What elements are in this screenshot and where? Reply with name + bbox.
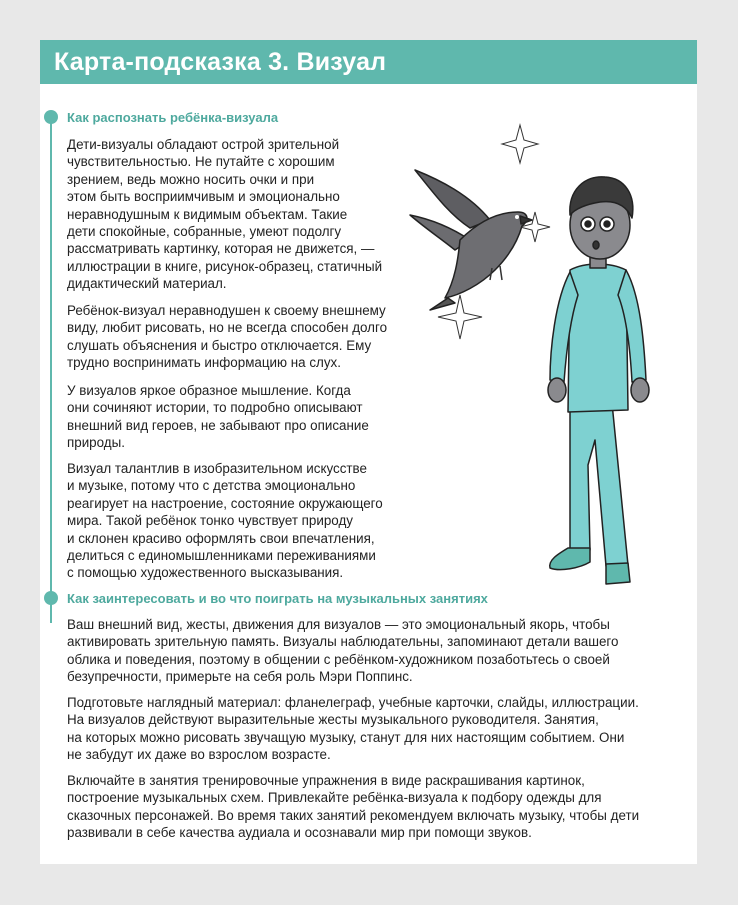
section1-paragraph-4: Визуал талантлив в изобразительном искусстве и музыке, потому что с детства эмоционально реагирует на настроение, состояние окружающего мира. Такой ребёнок тонко чувствует природу и склонен красиво оформлять свои впечатления, делиться с единомышленниками переживаниями с помощью художественного высказывания. <box>67 461 383 581</box>
section1-paragraph-2: Ребёнок-визуал неравнодушен к своему внешнему виду, любит рисовать, но не всегда способен долго слушать объяснения и быстро отключается. Ему трудно воспринимать информацию на слух. <box>67 303 388 371</box>
bird-icon <box>410 170 532 310</box>
section2-paragraph-1: Ваш внешний вид, жесты, движения для визуалов — это эмоциональный якорь, чтобы активировать зрительную память. Визуалы наблюдательны, запоминают детали вашего облика и поведения, поэтому в общении с ребёнком-художником позаботьтесь о своей безупречности, примерьте на себя роль Мэри Поппинс. <box>67 617 619 685</box>
section1-title: Как распознать ребёнка-визуала <box>67 110 279 125</box>
section1-paragraph-1: Дети-визуалы обладают острой зрительной чувствительностью. Не путайте с хорошим зрением, ведь можно носить очки и при этом быть восприимчивым и эмоционально неравнодушным к видимым объектам. Такие дети спокойные, собранные, умеют подолгу рассматривать картинку, которая не движется, — иллюстрации в книге, рисунок-образец, статичный дидактический материал. <box>67 137 383 292</box>
card-title: Карта-подсказка 3. Визуал <box>54 48 387 76</box>
card-header <box>40 40 697 84</box>
section2-paragraph-3: Включайте в занятия тренировочные упражнения в виде раскрашивания картинок, построение музыкальных схем. Привлекайте ребёнка-визуала к подбору одежды для сказочных персонажей. Во время таких занятий рекомендуем включать музыку, чтобы дети развивали в себе качества аудиала и осознавали мир при помощи звуков. <box>67 773 640 841</box>
section1-marker-icon <box>44 110 58 124</box>
boy-with-bird-illustration <box>400 120 690 600</box>
section2-paragraph-2: Подготовьте наглядный материал: фланелеграф, учебные карточки, слайды, иллюстрации. На визуалов действуют выразительные жесты музыкального руководителя. Занятия, на которых можно рисовать звучащую музыку, станут для них настоящим событием. Они не забудут их даже во взрослом возрасте. <box>67 695 639 763</box>
section1-paragraph-3: У визуалов яркое образное мышление. Когда они сочиняют истории, то подробно описывают внешний вид героев, не забывают про описание природы. <box>67 383 369 451</box>
section2-title: Как заинтересовать и во что поиграть на музыкальных занятиях <box>67 591 488 606</box>
section-timeline-line <box>50 113 52 623</box>
hint-card <box>40 40 697 864</box>
boy-figure <box>548 177 649 584</box>
section2-marker-icon <box>44 591 58 605</box>
